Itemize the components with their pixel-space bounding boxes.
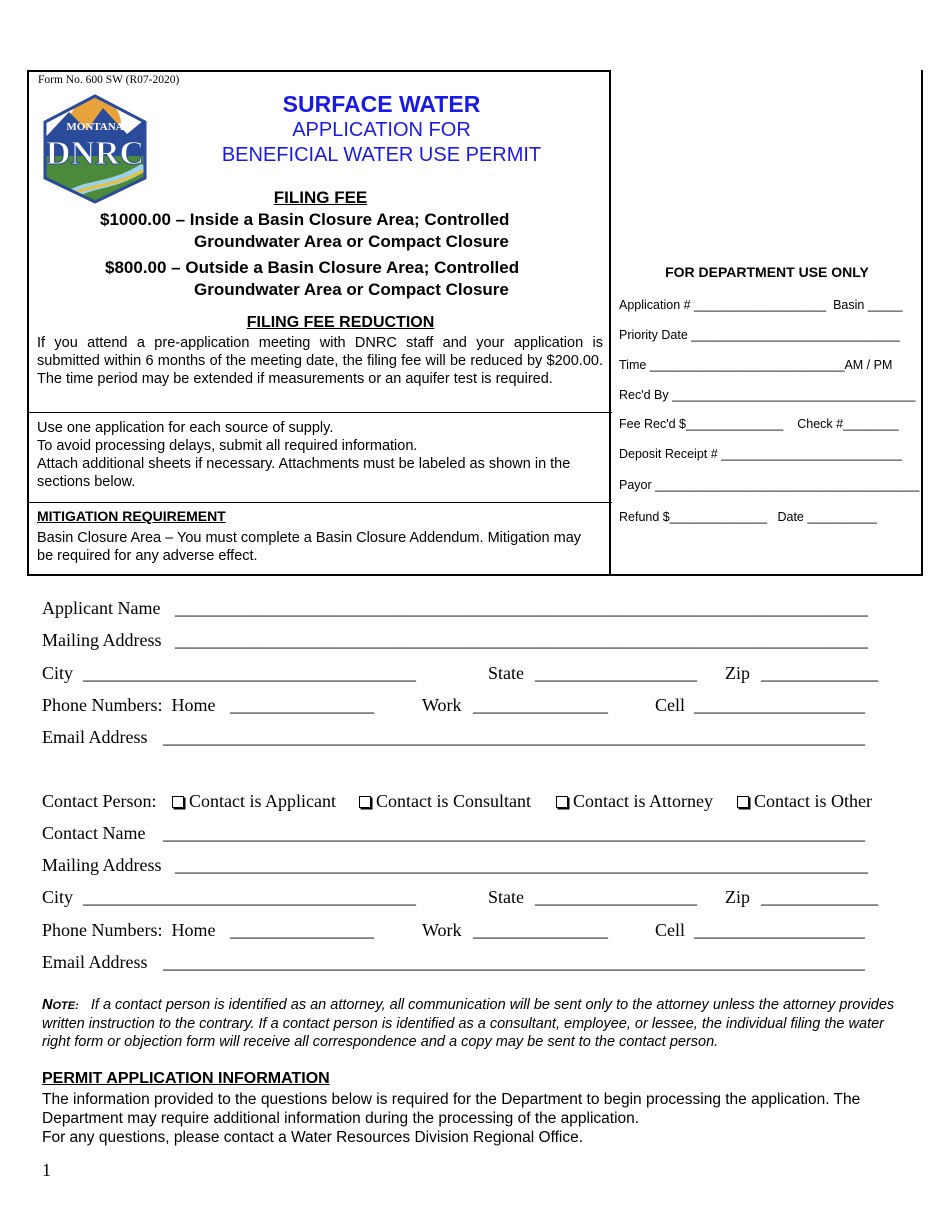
permit-info-line2: For any questions, please contact a Water Resources Division Regional Office. xyxy=(42,1129,584,1146)
applicant-city-field[interactable]: _____________________________________ xyxy=(83,663,416,683)
applicant-state-label: State xyxy=(488,663,524,683)
applicant-zip-field[interactable]: _____________ xyxy=(761,663,878,683)
permit-info-line1: The information provided to the questions below is required for the Department to begin processing the application. The Department may require additional information during the processing of the application. xyxy=(42,1091,861,1127)
dept-priority-date[interactable]: Priority Date ______________________________ xyxy=(619,328,900,342)
mitigation-heading: MITIGATION REQUIREMENT xyxy=(37,508,226,524)
contact-person-prompt: Contact Person: xyxy=(42,791,157,811)
note-label-rest: OTE: xyxy=(52,1000,79,1012)
form-number: Form No. 600 SW (R07-2020) xyxy=(38,74,180,86)
applicant-email-label: Email Address xyxy=(42,727,148,747)
fee-outside-line2: Groundwater Area or Compact Closure xyxy=(194,280,509,299)
checkbox-icon[interactable] xyxy=(556,796,568,808)
contact-cell-phone-field[interactable]: ___________________ xyxy=(694,920,865,940)
instruction-1: Use one application for each source of supply. xyxy=(37,420,334,436)
applicant-phone-label: Phone Numbers: Home xyxy=(42,695,216,715)
applicant-work-phone-field[interactable]: _______________ xyxy=(473,695,608,715)
applicant-name-field[interactable]: _____________________________________________________________________________ xyxy=(175,598,868,618)
applicant-city-label: City xyxy=(42,663,74,683)
applicant-mailing-field[interactable]: _____________________________________________________________________________ xyxy=(175,630,868,650)
contact-zip-field[interactable]: _____________ xyxy=(761,887,878,907)
dept-deposit-receipt[interactable]: Deposit Receipt # __________________________ xyxy=(619,447,902,461)
contact-option-label: Contact is Attorney xyxy=(573,791,713,811)
page-number: 1 xyxy=(42,1160,51,1180)
department-use-box xyxy=(609,70,923,576)
contact-is-applicant-option[interactable] xyxy=(172,791,336,812)
mitigation-section xyxy=(29,502,612,578)
instruction-2: To avoid processing delays, submit all required information. xyxy=(37,438,418,454)
contact-option-label: Contact is Applicant xyxy=(189,791,336,811)
instruction-3: Attach additional sheets if necessary. Attachments must be labeled as shown in the sections below. xyxy=(37,456,571,490)
form-title: SURFACE WATER xyxy=(282,91,481,117)
contact-work-phone-field[interactable]: _______________ xyxy=(473,920,608,940)
logo-top-text: MONTANA xyxy=(66,121,124,133)
contact-is-other-option[interactable] xyxy=(737,791,872,812)
contact-cell-label: Cell xyxy=(655,920,685,940)
fee-reduction-text: If you attend a pre-application meeting with DNRC staff and your application is submitted within 6 months of the meeting date, the filing fee will be reduced by $200.00. The time period may be extended if measurements or an aquifer test is required. xyxy=(37,335,603,387)
contact-option-label: Contact is Other xyxy=(754,791,872,811)
attorney-note xyxy=(42,996,914,1051)
contact-work-label: Work xyxy=(422,920,462,940)
filing-fee-heading: FILING FEE xyxy=(273,188,368,207)
dept-refund[interactable]: Refund $______________ Date __________ xyxy=(619,510,877,524)
applicant-name-label: Applicant Name xyxy=(42,598,161,618)
contact-home-phone-field[interactable]: ________________ xyxy=(230,920,374,940)
contact-city-label: City xyxy=(42,887,74,907)
dept-use-title: FOR DEPARTMENT USE ONLY xyxy=(665,264,869,280)
contact-mailing-field[interactable]: _____________________________________________________________________________ xyxy=(175,855,868,875)
title-block xyxy=(149,90,614,168)
contact-email-label: Email Address xyxy=(42,952,148,972)
instructions-section xyxy=(29,412,612,502)
contact-is-attorney-option[interactable] xyxy=(556,791,713,812)
dept-recd-by[interactable]: Rec'd By ___________________________________ xyxy=(619,388,916,402)
applicant-cell-phone-field[interactable]: ___________________ xyxy=(694,695,865,715)
applicant-email-field[interactable]: ______________________________________________________________________________ xyxy=(163,727,865,747)
logo-main-text: DNRC xyxy=(45,135,145,172)
contact-option-label: Contact is Consultant xyxy=(376,791,531,811)
applicant-state-field[interactable]: __________________ xyxy=(535,663,697,683)
permit-info-body xyxy=(42,1090,922,1147)
dept-application-number[interactable]: Application # ___________________ Basin _____ xyxy=(619,298,903,312)
applicant-cell-label: Cell xyxy=(655,695,685,715)
fee-inside-line1: $1000.00 – Inside a Basin Closure Area; Controlled xyxy=(100,210,510,229)
checkbox-icon[interactable] xyxy=(737,796,749,808)
contact-is-consultant-option[interactable] xyxy=(359,791,531,812)
contact-zip-label: Zip xyxy=(725,887,750,907)
contact-phone-label: Phone Numbers: Home xyxy=(42,920,216,940)
note-text: If a contact person is identified as an attorney, all communication will be sent only to the attorney unless the attorney provides written instruction to the contrary. If a contact person is identified as a consultant, employee, or lessee, the individual filing the water right form or objection form will receive all correspondence and a copy may be sent to the contact person. xyxy=(42,997,895,1050)
contact-name-field[interactable]: ______________________________________________________________________________ xyxy=(163,823,865,843)
header-info-box xyxy=(27,70,610,576)
contact-state-label: State xyxy=(488,887,524,907)
fee-outside-line1: $800.00 – Outside a Basin Closure Area; Controlled xyxy=(105,258,520,277)
note-label xyxy=(42,997,79,1013)
checkbox-icon[interactable] xyxy=(172,796,184,808)
permit-info-heading: PERMIT APPLICATION INFORMATION xyxy=(42,1070,330,1087)
fee-inside-line2: Groundwater Area or Compact Closure xyxy=(194,232,509,251)
contact-city-field[interactable]: _____________________________________ xyxy=(83,887,416,907)
contact-email-field[interactable]: ______________________________________________________________________________ xyxy=(163,952,865,972)
dept-payor[interactable]: Payor ______________________________________ xyxy=(619,478,920,492)
fee-reduction-heading: FILING FEE REDUCTION xyxy=(246,314,435,331)
form-subtitle-1: APPLICATION FOR xyxy=(292,119,471,141)
contact-mailing-label: Mailing Address xyxy=(42,855,162,875)
dept-fee-recd[interactable]: Fee Rec'd $______________ Check #________ xyxy=(619,417,899,431)
contact-state-field[interactable]: __________________ xyxy=(535,887,697,907)
note-label-initial: N xyxy=(42,997,53,1013)
applicant-mailing-label: Mailing Address xyxy=(42,630,162,650)
form-header xyxy=(27,70,923,576)
applicant-zip-label: Zip xyxy=(725,663,750,683)
mitigation-text: Basin Closure Area – You must complete a Basin Closure Addendum. Mitigation may be required for any adverse effect. xyxy=(37,530,582,564)
contact-name-label: Contact Name xyxy=(42,823,146,843)
applicant-home-phone-field[interactable]: ________________ xyxy=(230,695,374,715)
form-subtitle-2: BENEFICIAL WATER USE PERMIT xyxy=(221,144,542,166)
applicant-work-label: Work xyxy=(422,695,462,715)
checkbox-icon[interactable] xyxy=(359,796,371,808)
dept-time[interactable]: Time ____________________________AM / PM xyxy=(619,358,893,372)
